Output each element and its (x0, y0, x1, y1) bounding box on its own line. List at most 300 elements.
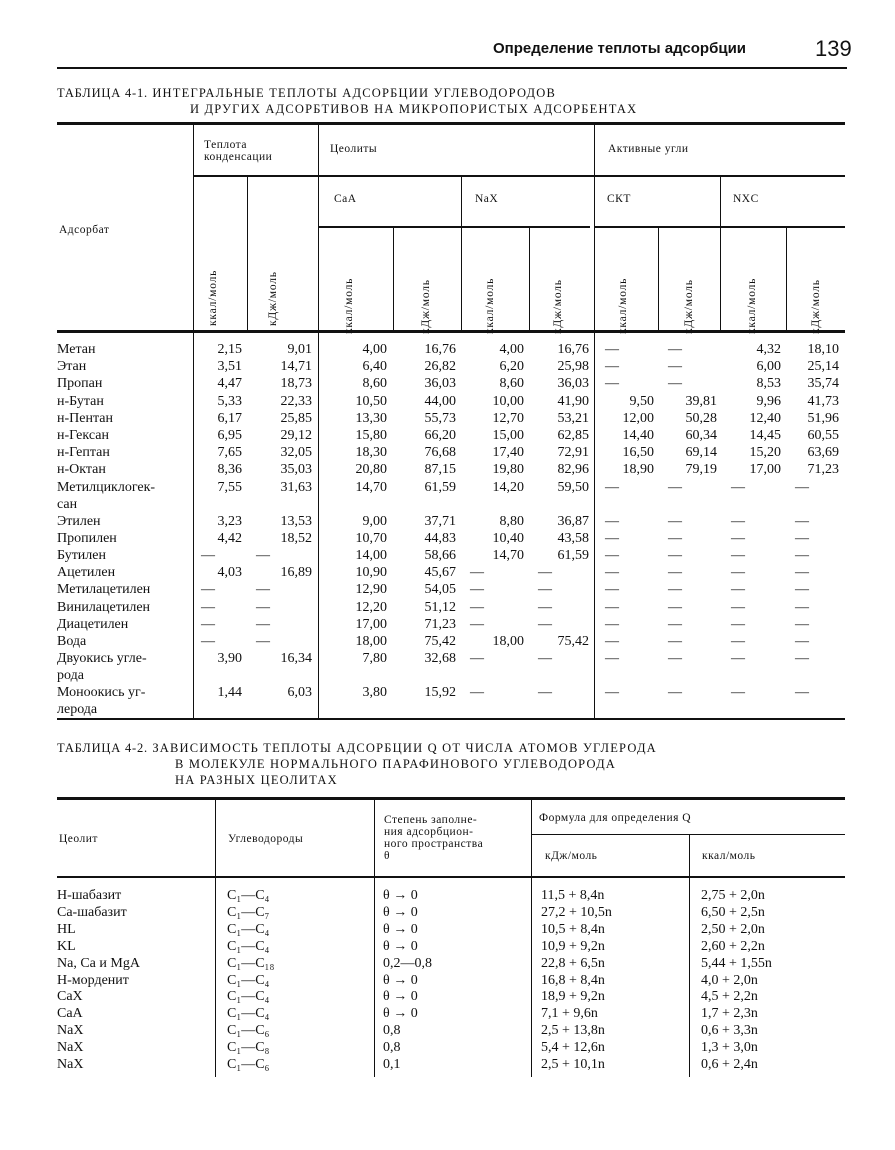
formula-kj: 16,8 + 8,4n (541, 972, 605, 988)
table1-cell: 18,00 (355, 634, 387, 649)
table1-cell: — (538, 685, 552, 701)
table1-cell: — (256, 616, 270, 632)
header-condensation-1: Теплота (204, 139, 247, 151)
adsorbate-name: н-Гексан (57, 428, 109, 443)
table1-cell: 8,36 (217, 462, 242, 478)
table1-cell: 14,70 (492, 548, 524, 563)
table1-cell: — (668, 513, 682, 529)
hydrocarbon-range: C₁—C₁₈ (227, 955, 275, 971)
col-rule (786, 228, 787, 330)
filling-degree: θ → 0 (383, 989, 418, 1005)
table1-cell: — (538, 616, 552, 632)
table1-cell: 14,71 (280, 359, 312, 375)
hydrocarbon-range: C₁—C₄ (227, 972, 270, 988)
adsorbate-name: Диацетилен (57, 616, 129, 632)
table1-cell: — (731, 513, 745, 529)
header-hydrocarbons: Углеводороды (228, 833, 304, 845)
table1-cell: 53,21 (557, 410, 589, 426)
table1-cell: 62,85 (557, 428, 589, 443)
table1-cell: 37,71 (424, 513, 456, 529)
table1-cell: 7,65 (217, 445, 242, 461)
formula-kcal: 5,44 + 1,55n (701, 955, 772, 971)
adsorbate-name: Метан (57, 342, 96, 357)
table1-cell: 2,15 (217, 342, 242, 357)
table1-cell: 71,23 (424, 616, 456, 632)
table2-head-rule (57, 876, 845, 878)
table1-cell: 59,50 (557, 479, 589, 495)
formula-kcal: 2,75 + 2,0n (701, 888, 765, 903)
table1-cell: 12,40 (749, 410, 781, 426)
col-rule (594, 124, 595, 718)
table1-cell: 26,82 (424, 359, 456, 375)
table1-cell: — (668, 479, 682, 495)
table1-cell: — (668, 565, 682, 581)
table1-cell: 18,00 (492, 634, 524, 649)
table1-cell: — (795, 582, 809, 598)
filling-degree: 0,8 (383, 1023, 401, 1039)
hydrocarbon-range: C₁—C₆ (227, 1057, 270, 1072)
table1-cell: 51,96 (807, 410, 839, 426)
header-caa: CaA (334, 193, 357, 205)
table1-cell: 3,51 (217, 359, 242, 375)
table1-cell: 6,40 (362, 359, 387, 375)
table1-cell: 15,00 (492, 428, 524, 443)
zeolite-name: Н-шабазит (57, 888, 122, 903)
table1-cell: 66,20 (424, 428, 456, 443)
adsorbate-name: Метилциклогек- (57, 479, 156, 495)
adsorbate-name: Пропилен (57, 530, 117, 546)
adsorbate-name: Винилацетилен (57, 599, 151, 615)
table1-cell: 55,73 (424, 410, 456, 426)
table1-cell: — (201, 548, 215, 563)
table1-cell: 14,40 (622, 428, 654, 443)
table1-cell: — (731, 599, 745, 615)
table1-cell: 3,23 (217, 513, 242, 529)
unit-header-kcal: ккал/моль (617, 277, 629, 334)
table1-cell: 14,70 (355, 479, 387, 495)
adsorbate-name-cont: лерода (57, 702, 98, 718)
header-formula: Формула для определения Q (539, 812, 692, 824)
table1-cell: 50,28 (685, 410, 717, 426)
table1-cell: 9,00 (362, 513, 387, 529)
table1-cell: — (731, 616, 745, 632)
table1-cell: 4,47 (217, 376, 242, 392)
formula-kj: 2,5 + 10,1n (541, 1057, 605, 1072)
table1-cell: — (795, 685, 809, 701)
unit-header-kcal: ккал/моль (343, 277, 355, 334)
unit-header-kj: кДж/моль (267, 271, 279, 326)
table1-cell: 8,60 (499, 376, 524, 392)
table1-cell: 16,76 (557, 342, 589, 357)
filling-degree: 0,1 (383, 1057, 401, 1072)
unit-header-kcal: ккал/моль (746, 277, 758, 334)
table1-cell: 17,00 (749, 462, 781, 478)
table1-cell: — (795, 634, 809, 649)
table1-cell: — (256, 582, 270, 598)
formula-kj: 5,4 + 12,6n (541, 1040, 605, 1056)
adsorbate-name: Метилацетилен (57, 582, 151, 598)
table1-cell: 15,80 (355, 428, 387, 443)
zeolite-name: NaX (57, 1040, 84, 1056)
table1-cell: 87,15 (424, 462, 456, 478)
table1-cell: — (605, 548, 619, 563)
table1-cell: 22,33 (280, 393, 312, 409)
formula-kj: 7,1 + 9,6n (541, 1006, 598, 1022)
header-kcal: ккал/моль (702, 850, 756, 862)
table1-cell: 17,00 (355, 616, 387, 632)
table1-cell: — (668, 359, 682, 375)
table1-cell: — (605, 565, 619, 581)
table1-cell: 76,68 (424, 445, 456, 461)
table1-cell: — (470, 685, 484, 701)
formula-kj: 27,2 + 10,5n (541, 904, 612, 920)
table1-cell: 9,50 (629, 393, 654, 409)
table1-cell: — (470, 599, 484, 615)
table1-cell: 82,96 (557, 462, 589, 478)
adsorbate-name: н-Гептан (57, 445, 110, 461)
unit-header-kcal: ккал/моль (484, 277, 496, 334)
filling-degree: θ → 0 (383, 972, 418, 988)
table1-cell: — (731, 685, 745, 701)
header-nxc: NXC (733, 193, 759, 205)
formula-kj: 11,5 + 8,4n (541, 888, 605, 903)
formula-kcal: 6,50 + 2,5n (701, 904, 765, 920)
table1-cell: — (256, 548, 270, 563)
col-rule (393, 228, 394, 330)
table1-cell: 14,20 (492, 479, 524, 495)
table1-cell: 60,55 (807, 428, 839, 443)
table1-cell: 79,19 (685, 462, 717, 478)
table1-cell: 10,50 (355, 393, 387, 409)
header-kj: кДж/моль (545, 850, 598, 862)
table1-cell: 9,01 (287, 342, 312, 357)
table1-cell: 10,70 (355, 530, 387, 546)
table1-cell: — (201, 634, 215, 649)
table1-cell: — (256, 634, 270, 649)
adsorbate-name: н-Октан (57, 462, 106, 478)
table1-cell: — (605, 616, 619, 632)
table1-cell: 75,42 (424, 634, 456, 649)
table1-cell: 6,00 (756, 359, 781, 375)
table1-cell: — (795, 565, 809, 581)
zeolite-subgroup-rule (318, 226, 590, 228)
zeolite-name: NaX (57, 1057, 84, 1072)
table1-cell: — (470, 565, 484, 581)
zeolite-name: KL (57, 938, 76, 954)
table1-bottom-rule (57, 718, 845, 720)
table1-cell: 6,95 (217, 428, 242, 443)
cond-group-rule (193, 175, 318, 177)
unit-header-kj: кДж/моль (552, 279, 564, 334)
unit-header-kj: кДж/моль (683, 279, 695, 334)
table1-cell: — (605, 376, 619, 392)
hydrocarbon-range: C₁—C₄ (227, 938, 270, 954)
table2-caption-line2: В МОЛЕКУЛЕ НОРМАЛЬНОГО ПАРАФИНОВОГО УГЛЕВОДОРОДА (175, 757, 617, 771)
hydrocarbon-range: C₁—C₄ (227, 888, 270, 903)
table1-cell: — (795, 530, 809, 546)
table1-cell: 4,03 (217, 565, 242, 581)
formula-kcal: 1,3 + 3,0n (701, 1040, 758, 1056)
table1-cell: — (538, 565, 552, 581)
table1-cell: — (668, 651, 682, 667)
hydrocarbon-range: C₁—C₆ (227, 1023, 270, 1039)
table1-cell: 4,00 (499, 342, 524, 357)
col-rule (247, 177, 248, 330)
col-rule (531, 799, 532, 1077)
header-zeolite: Цеолит (59, 833, 98, 845)
table1-cell: — (795, 651, 809, 667)
table1-cell: 75,42 (557, 634, 589, 649)
table1-cell: 15,92 (424, 685, 456, 701)
table1-cell: 16,76 (424, 342, 456, 357)
zeolite-name: HL (57, 921, 76, 937)
zeolite-name: CaX (57, 989, 83, 1005)
table1-cell: 25,98 (557, 359, 589, 375)
running-head: Определение теплоты адсорбции (493, 40, 747, 57)
table1-cell: 12,90 (355, 582, 387, 598)
adsorbate-name: Ацетилен (57, 565, 116, 581)
table1-cell: 3,90 (217, 651, 242, 667)
header-adsorbate: Адсорбат (59, 224, 110, 236)
table1-cell: — (668, 634, 682, 649)
table1-cell: 10,40 (492, 530, 524, 546)
table1-cell: 10,00 (492, 393, 524, 409)
table1-cell: 18,52 (280, 530, 312, 546)
filling-degree: θ → 0 (383, 921, 418, 937)
zeolite-name: NaX (57, 1023, 84, 1039)
filling-degree: θ → 0 (383, 904, 418, 920)
filling-degree: 0,8 (383, 1040, 401, 1056)
table1-caption-line2: И ДРУГИХ АДСОРБТИВОВ НА МИКРОПОРИСТЫХ АДСОРБЕНТАХ (190, 102, 638, 116)
adsorbate-name: н-Бутан (57, 393, 104, 409)
formula-kcal: 4,5 + 2,2n (701, 989, 758, 1005)
table1-cell: — (731, 634, 745, 649)
hydrocarbon-range: C₁—C₄ (227, 989, 270, 1005)
table1-cell: 14,00 (355, 548, 387, 563)
unit-header-kcal: ккал/моль (207, 269, 219, 326)
table1-cell: — (470, 616, 484, 632)
table1-cell: 18,10 (807, 342, 839, 357)
table1-cell: 69,14 (685, 445, 717, 461)
table1-cell: — (668, 616, 682, 632)
table1-cell: 6,17 (217, 410, 242, 426)
table1-cell: — (731, 565, 745, 581)
table1-cell: 16,34 (280, 651, 312, 667)
zeolite-name: Na, Ca и MgA (57, 955, 140, 971)
table1-cell: 1,44 (217, 685, 242, 701)
table1-cell: 14,45 (749, 428, 781, 443)
formula-kj: 22,8 + 6,5n (541, 955, 605, 971)
table1-cell: — (605, 359, 619, 375)
table1-cell: — (668, 582, 682, 598)
table1-cell: 15,20 (749, 445, 781, 461)
table1-cell: 44,00 (424, 393, 456, 409)
table1-cell: 13,30 (355, 410, 387, 426)
table1-cell: — (668, 342, 682, 357)
table2-caption-line3: НА РАЗНЫХ ЦЕОЛИТАХ (175, 773, 338, 787)
table1-cell: — (795, 616, 809, 632)
table1-cell: 39,81 (685, 393, 717, 409)
table1-cell: — (795, 548, 809, 563)
table1-cell: 72,91 (557, 445, 589, 461)
table1-cell: 71,23 (807, 462, 839, 478)
table1-cell: 63,69 (807, 445, 839, 461)
table1-cell: — (668, 548, 682, 563)
table2-top-rule (57, 797, 845, 800)
col-rule (689, 835, 690, 1077)
table1-cell: 7,55 (217, 479, 242, 495)
table2-caption-line1: ТАБЛИЦА 4-2. ЗАВИСИМОСТЬ ТЕПЛОТЫ АДСОРБЦИИ Q ОТ ЧИСЛА АТОМОВ УГЛЕРОДА (57, 741, 657, 755)
table1-cell: 54,05 (424, 582, 456, 598)
hydrocarbon-range: C₁—C₇ (227, 904, 270, 920)
table1-cell: 36,87 (557, 513, 589, 529)
table1-cell: 43,58 (557, 530, 589, 546)
adsorbate-name-cont: рода (57, 668, 84, 684)
filling-degree: θ → 0 (383, 888, 418, 903)
col-rule (461, 177, 462, 330)
table1-cell: 41,90 (557, 393, 589, 409)
table1-cell: 36,03 (424, 376, 456, 392)
table1-cell: 31,63 (280, 479, 312, 495)
header-rule (57, 67, 847, 69)
table1-top-rule (57, 122, 845, 125)
unit-header-kj: кДж/моль (420, 279, 432, 334)
table1-cell: — (605, 479, 619, 495)
table1-cell: 8,80 (499, 513, 524, 529)
formula-kcal: 4,0 + 2,0n (701, 972, 758, 988)
table1-head-rule (57, 330, 845, 333)
table1-cell: — (605, 685, 619, 701)
table1-cell: — (201, 599, 215, 615)
formula-kj: 10,9 + 9,2n (541, 938, 605, 954)
table1-cell: — (256, 599, 270, 615)
table1-cell: 19,80 (492, 462, 524, 478)
table1-caption-line1: ТАБЛИЦА 4-1. ИНТЕГРАЛЬНЫЕ ТЕПЛОТЫ АДСОРБЦИИ УГЛЕВОДОРОДОВ (57, 86, 557, 100)
table1-cell: — (538, 582, 552, 598)
col-rule (215, 799, 216, 1077)
table1-cell: 8,60 (362, 376, 387, 392)
adsorbate-name: Пропан (57, 376, 103, 392)
table1-cell: — (668, 685, 682, 701)
table1-cell: 32,05 (280, 445, 312, 461)
filling-degree: 0,2—0,8 (383, 955, 432, 971)
adsorbate-name: Вода (57, 634, 87, 649)
adsorbate-name: Бутилен (57, 548, 106, 563)
table1-cell: 35,03 (280, 462, 312, 478)
filling-degree: θ → 0 (383, 1006, 418, 1022)
formula-kcal: 2,50 + 2,0n (701, 921, 765, 937)
unit-header-kj: кДж/моль (810, 279, 822, 334)
zeolite-name: Н-морденит (57, 972, 129, 988)
header-active-carbons: Активные угли (608, 143, 689, 155)
table1-cell: 16,50 (622, 445, 654, 461)
formula-kj: 10,5 + 8,4n (541, 921, 605, 937)
zeolite-name: Са-шабазит (57, 904, 127, 920)
table1-cell: 18,30 (355, 445, 387, 461)
adsorbate-name-cont: сан (57, 496, 78, 512)
table1-cell: — (731, 651, 745, 667)
table1-cell: — (605, 634, 619, 649)
table1-cell: — (731, 548, 745, 563)
table1-cell: — (731, 530, 745, 546)
table1-cell: 18,73 (280, 376, 312, 392)
adsorbate-name: Этилен (57, 513, 101, 529)
table1-cell: — (201, 582, 215, 598)
table1-cell: 13,53 (280, 513, 312, 529)
col-rule (658, 228, 659, 330)
table1-cell: 20,80 (355, 462, 387, 478)
table1-cell: 41,73 (807, 393, 839, 409)
col-rule (720, 177, 721, 330)
table1-cell: 45,67 (424, 565, 456, 581)
header-nax: NaX (475, 193, 499, 205)
header-skt: СКТ (607, 193, 631, 205)
table1-cell: 3,80 (362, 685, 387, 701)
table1-cell: 16,89 (280, 565, 312, 581)
table1-cell: 5,33 (217, 393, 242, 409)
table1-cell: — (668, 599, 682, 615)
adsorbate-name: Этан (57, 359, 87, 375)
table1-cell: — (731, 479, 745, 495)
table1-cell: — (795, 513, 809, 529)
adsorbate-name: Двуокись угле- (57, 651, 147, 667)
formula-kj: 18,9 + 9,2n (541, 989, 605, 1005)
header-degree-4: θ (384, 850, 391, 862)
table1-cell: — (538, 599, 552, 615)
table1-cell: — (795, 479, 809, 495)
table1-cell: — (201, 616, 215, 632)
hydrocarbon-range: C₁—C₄ (227, 1006, 270, 1022)
col-rule (529, 228, 530, 330)
table1-cell: 18,90 (622, 462, 654, 478)
page-number: 139 (815, 36, 852, 61)
table1-cell: 12,00 (622, 410, 654, 426)
table1-cell: 60,34 (685, 428, 717, 443)
adsorbate-name: н-Пентан (57, 410, 113, 426)
table1-cell: 51,12 (424, 599, 456, 615)
table1-cell: 61,59 (424, 479, 456, 495)
header-condensation-2: конденсации (204, 151, 273, 163)
table1-cell: 12,20 (355, 599, 387, 615)
header-degree-3: ного пространства (384, 838, 484, 850)
table1-cell: 17,40 (492, 445, 524, 461)
table1-cell: 35,74 (807, 376, 839, 392)
table1-cell: — (795, 599, 809, 615)
table1-cell: 58,66 (424, 548, 456, 563)
table1-cell: — (731, 582, 745, 598)
table1-cell: 6,20 (499, 359, 524, 375)
table1-cell: 12,70 (492, 410, 524, 426)
zeolite-name: CaA (57, 1006, 83, 1022)
table1-cell: 6,03 (287, 685, 312, 701)
adsorbate-name: Моноокись уг- (57, 685, 146, 701)
table1-cell: 44,83 (424, 530, 456, 546)
table1-cell: — (605, 530, 619, 546)
table1-cell: — (668, 530, 682, 546)
col-rule (318, 124, 319, 718)
formula-kcal: 0,6 + 3,3n (701, 1023, 758, 1039)
table1-cell: 29,12 (280, 428, 312, 443)
table1-cell: 32,68 (424, 651, 456, 667)
table1-cell: 25,85 (280, 410, 312, 426)
formula-kcal: 0,6 + 2,4n (701, 1057, 758, 1072)
header-degree-1: Степень заполне- (384, 814, 478, 826)
table1-cell: — (605, 342, 619, 357)
table1-cell: — (668, 376, 682, 392)
table1-cell: 4,32 (756, 342, 781, 357)
table1-cell: — (470, 582, 484, 598)
table1-cell: — (605, 651, 619, 667)
